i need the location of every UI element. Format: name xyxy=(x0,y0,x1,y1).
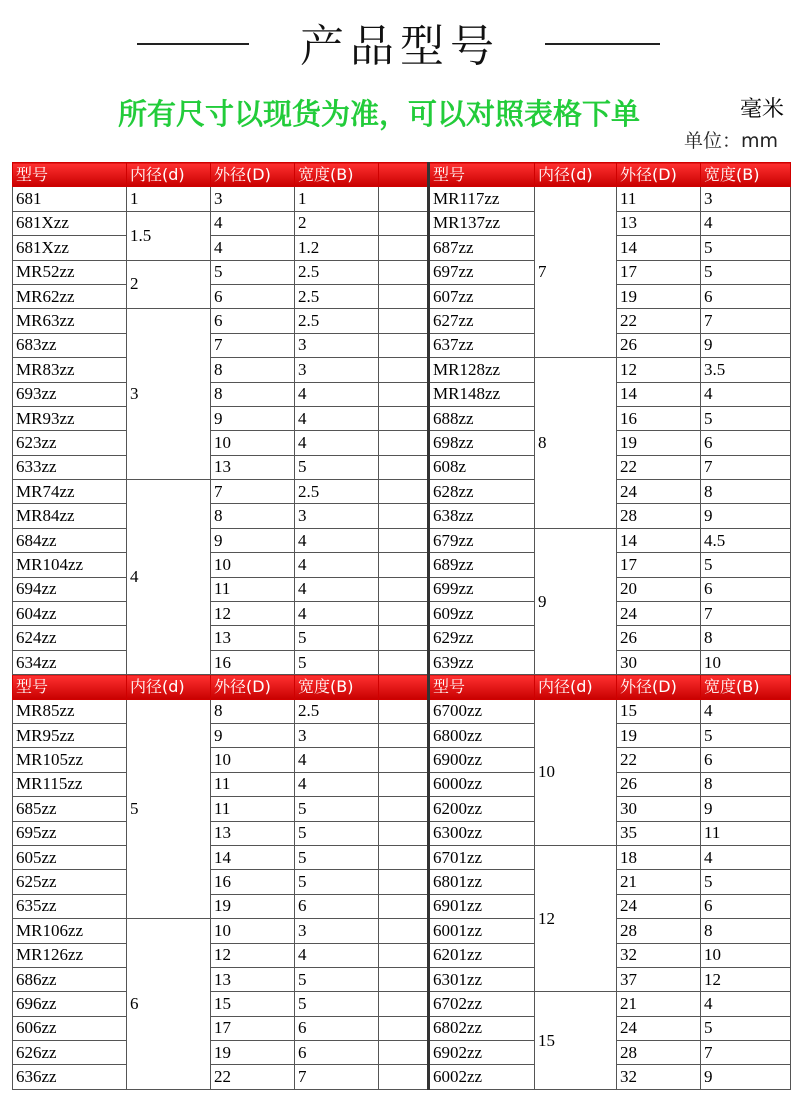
gap-cell xyxy=(379,797,429,821)
bore-cell: 9 xyxy=(535,528,617,674)
width-cell: 7 xyxy=(701,602,791,626)
outer-diameter-cell: 11 xyxy=(211,772,295,796)
header-bore: 内径(d) xyxy=(127,675,211,699)
outer-diameter-cell: 17 xyxy=(211,1016,295,1040)
width-cell: 4 xyxy=(295,748,379,772)
outer-diameter-cell: 16 xyxy=(211,650,295,674)
outer-diameter-cell: 12 xyxy=(211,602,295,626)
bore-cell: 12 xyxy=(535,845,617,991)
outer-diameter-cell: 13 xyxy=(617,211,701,235)
model-cell: 696zz xyxy=(13,992,127,1016)
model-cell: 608z xyxy=(429,455,535,479)
width-cell: 8 xyxy=(701,919,791,943)
width-cell: 2.5 xyxy=(295,480,379,504)
width-cell: 4.5 xyxy=(701,528,791,552)
width-cell: 5 xyxy=(295,992,379,1016)
width-cell: 5 xyxy=(295,626,379,650)
gap-cell xyxy=(379,626,429,650)
model-cell: MR104zz xyxy=(13,553,127,577)
outer-diameter-cell: 37 xyxy=(617,967,701,991)
table-row xyxy=(13,211,791,235)
model-cell: 681 xyxy=(13,187,127,211)
outer-diameter-cell: 10 xyxy=(211,919,295,943)
header-outer-diameter: 外径(D) xyxy=(617,675,701,699)
width-cell: 4 xyxy=(701,382,791,406)
model-cell: 6301zz xyxy=(429,967,535,991)
outer-diameter-cell: 19 xyxy=(617,431,701,455)
model-cell: 681Xzz xyxy=(13,211,127,235)
width-cell: 10 xyxy=(701,943,791,967)
width-cell: 4 xyxy=(295,943,379,967)
gap-cell xyxy=(379,650,429,674)
gap-cell xyxy=(379,602,429,626)
outer-diameter-cell: 22 xyxy=(211,1065,295,1089)
outer-diameter-cell: 16 xyxy=(617,406,701,430)
model-cell: 628zz xyxy=(429,480,535,504)
outer-diameter-cell: 24 xyxy=(617,480,701,504)
gap-cell xyxy=(379,1016,429,1040)
model-cell: 607zz xyxy=(429,284,535,308)
model-cell: 6900zz xyxy=(429,748,535,772)
width-cell: 3 xyxy=(701,187,791,211)
gap-cell xyxy=(379,358,429,382)
outer-diameter-cell: 22 xyxy=(617,748,701,772)
model-cell: 627zz xyxy=(429,309,535,333)
unit-line: 单位：mm xyxy=(684,130,779,152)
header-bore: 内径(d) xyxy=(535,675,617,699)
outer-diameter-cell: 13 xyxy=(211,455,295,479)
outer-diameter-cell: 35 xyxy=(617,821,701,845)
width-cell: 3 xyxy=(295,723,379,747)
outer-diameter-cell: 11 xyxy=(211,577,295,601)
width-cell: 4 xyxy=(295,602,379,626)
width-cell: 2.5 xyxy=(295,284,379,308)
outer-diameter-cell: 32 xyxy=(617,1065,701,1089)
width-cell: 8 xyxy=(701,772,791,796)
outer-diameter-cell: 16 xyxy=(211,870,295,894)
outer-diameter-cell: 26 xyxy=(617,333,701,357)
outer-diameter-cell: 17 xyxy=(617,553,701,577)
model-cell: 694zz xyxy=(13,577,127,601)
width-cell: 6 xyxy=(295,1016,379,1040)
outer-diameter-cell: 9 xyxy=(211,723,295,747)
model-cell: MR95zz xyxy=(13,723,127,747)
width-cell: 6 xyxy=(295,894,379,918)
outer-diameter-cell: 26 xyxy=(617,772,701,796)
gap-cell xyxy=(379,894,429,918)
page-title: 产品型号 xyxy=(300,21,500,72)
width-cell: 7 xyxy=(701,309,791,333)
width-cell: 6 xyxy=(295,1041,379,1065)
bore-cell: 6 xyxy=(127,919,211,1090)
outer-diameter-cell: 6 xyxy=(211,309,295,333)
model-cell: 695zz xyxy=(13,821,127,845)
gap-cell xyxy=(379,480,429,504)
header-model: 型号 xyxy=(13,163,127,187)
model-cell: MR105zz xyxy=(13,748,127,772)
model-cell: 693zz xyxy=(13,382,127,406)
width-cell: 4 xyxy=(701,992,791,1016)
width-cell: 2.5 xyxy=(295,699,379,723)
model-cell: MR63zz xyxy=(13,309,127,333)
model-cell: 6201zz xyxy=(429,943,535,967)
width-cell: 4 xyxy=(295,382,379,406)
outer-diameter-cell: 30 xyxy=(617,797,701,821)
outer-diameter-cell: 12 xyxy=(617,358,701,382)
model-cell: 683zz xyxy=(13,333,127,357)
gap-cell xyxy=(379,431,429,455)
model-cell: MR74zz xyxy=(13,480,127,504)
width-cell: 5 xyxy=(295,967,379,991)
outer-diameter-cell: 10 xyxy=(211,431,295,455)
model-cell: 629zz xyxy=(429,626,535,650)
outer-diameter-cell: 13 xyxy=(211,967,295,991)
outer-diameter-cell: 28 xyxy=(617,1041,701,1065)
width-cell: 6 xyxy=(701,577,791,601)
outer-diameter-cell: 30 xyxy=(617,650,701,674)
gap-cell xyxy=(379,333,429,357)
width-cell: 9 xyxy=(701,504,791,528)
gap-cell xyxy=(379,187,429,211)
gap-cell xyxy=(379,577,429,601)
width-cell: 5 xyxy=(295,870,379,894)
model-cell: 686zz xyxy=(13,967,127,991)
model-cell: 6701zz xyxy=(429,845,535,869)
header-width: 宽度(B) xyxy=(295,163,379,187)
gap-cell xyxy=(379,504,429,528)
outer-diameter-cell: 26 xyxy=(617,626,701,650)
model-cell: 685zz xyxy=(13,797,127,821)
model-cell: MR148zz xyxy=(429,382,535,406)
width-cell: 4 xyxy=(295,431,379,455)
model-cell: 6801zz xyxy=(429,870,535,894)
gap-cell xyxy=(379,699,429,723)
width-cell: 12 xyxy=(701,967,791,991)
outer-diameter-cell: 24 xyxy=(617,894,701,918)
width-cell: 5 xyxy=(701,236,791,260)
outer-diameter-cell: 4 xyxy=(211,211,295,235)
bore-cell: 2 xyxy=(127,260,211,309)
width-cell: 6 xyxy=(701,284,791,308)
model-cell: 689zz xyxy=(429,553,535,577)
width-cell: 3 xyxy=(295,333,379,357)
bearing-spec-table xyxy=(12,162,791,1090)
model-cell: 688zz xyxy=(429,406,535,430)
outer-diameter-cell: 14 xyxy=(617,528,701,552)
width-cell: 8 xyxy=(701,480,791,504)
width-cell: 6 xyxy=(701,748,791,772)
model-cell: 697zz xyxy=(429,260,535,284)
gap-cell xyxy=(379,845,429,869)
bore-cell: 10 xyxy=(535,699,617,845)
outer-diameter-cell: 8 xyxy=(211,699,295,723)
model-cell: 626zz xyxy=(13,1041,127,1065)
width-cell: 5 xyxy=(295,455,379,479)
model-cell: MR106zz xyxy=(13,919,127,943)
gap-cell xyxy=(379,553,429,577)
model-cell: 609zz xyxy=(429,602,535,626)
model-cell: 6001zz xyxy=(429,919,535,943)
width-cell: 4 xyxy=(295,553,379,577)
outer-diameter-cell: 13 xyxy=(211,821,295,845)
bore-cell: 7 xyxy=(535,187,617,358)
gap-cell xyxy=(379,455,429,479)
outer-diameter-cell: 24 xyxy=(617,1016,701,1040)
table-row xyxy=(13,919,791,943)
outer-diameter-cell: 15 xyxy=(617,699,701,723)
gap-cell xyxy=(379,528,429,552)
width-cell: 9 xyxy=(701,797,791,821)
width-cell: 4 xyxy=(701,211,791,235)
header-outer-diameter: 外径(D) xyxy=(211,163,295,187)
outer-diameter-cell: 22 xyxy=(617,455,701,479)
width-cell: 2.5 xyxy=(295,309,379,333)
model-cell: MR137zz xyxy=(429,211,535,235)
model-cell: 679zz xyxy=(429,528,535,552)
width-cell: 4 xyxy=(295,406,379,430)
model-cell: MR126zz xyxy=(13,943,127,967)
width-cell: 5 xyxy=(701,1016,791,1040)
width-cell: 1 xyxy=(295,187,379,211)
outer-diameter-cell: 21 xyxy=(617,870,701,894)
header-width: 宽度(B) xyxy=(701,675,791,699)
width-cell: 7 xyxy=(701,455,791,479)
width-cell: 3 xyxy=(295,919,379,943)
gap-cell xyxy=(379,1041,429,1065)
model-cell: 638zz xyxy=(429,504,535,528)
model-cell: MR128zz xyxy=(429,358,535,382)
model-cell: 604zz xyxy=(13,602,127,626)
width-cell: 4 xyxy=(295,528,379,552)
width-cell: 5 xyxy=(701,406,791,430)
width-cell: 5 xyxy=(701,553,791,577)
bore-cell: 5 xyxy=(127,699,211,919)
width-cell: 5 xyxy=(701,260,791,284)
outer-diameter-cell: 13 xyxy=(211,626,295,650)
width-cell: 4 xyxy=(295,577,379,601)
model-cell: 625zz xyxy=(13,870,127,894)
outer-diameter-cell: 8 xyxy=(211,504,295,528)
width-cell: 2 xyxy=(295,211,379,235)
model-cell: 623zz xyxy=(13,431,127,455)
outer-diameter-cell: 11 xyxy=(617,187,701,211)
gap-cell xyxy=(379,260,429,284)
model-cell: 681Xzz xyxy=(13,236,127,260)
gap-cell xyxy=(379,870,429,894)
outer-diameter-cell: 6 xyxy=(211,284,295,308)
outer-diameter-cell: 14 xyxy=(617,382,701,406)
model-cell: MR85zz xyxy=(13,699,127,723)
header-row xyxy=(13,163,791,187)
gap-cell xyxy=(379,772,429,796)
outer-diameter-cell: 32 xyxy=(617,943,701,967)
width-cell: 4 xyxy=(295,772,379,796)
model-cell: 6002zz xyxy=(429,1065,535,1089)
gap-cell xyxy=(379,919,429,943)
outer-diameter-cell: 4 xyxy=(211,236,295,260)
header-gap xyxy=(379,163,429,187)
model-cell: 698zz xyxy=(429,431,535,455)
outer-diameter-cell: 17 xyxy=(617,260,701,284)
outer-diameter-cell: 22 xyxy=(617,309,701,333)
header-model: 型号 xyxy=(429,675,535,699)
width-cell: 4 xyxy=(701,699,791,723)
bore-cell: 3 xyxy=(127,309,211,480)
outer-diameter-cell: 24 xyxy=(617,602,701,626)
model-cell: 687zz xyxy=(429,236,535,260)
outer-diameter-cell: 21 xyxy=(617,992,701,1016)
gap-cell xyxy=(379,284,429,308)
gap-cell xyxy=(379,967,429,991)
model-cell: 605zz xyxy=(13,845,127,869)
header-model: 型号 xyxy=(13,675,127,699)
bore-cell: 1.5 xyxy=(127,211,211,260)
outer-diameter-cell: 19 xyxy=(211,1041,295,1065)
header-bore: 内径(d) xyxy=(535,163,617,187)
model-cell: MR93zz xyxy=(13,406,127,430)
width-cell: 7 xyxy=(701,1041,791,1065)
outer-diameter-cell: 20 xyxy=(617,577,701,601)
model-cell: MR84zz xyxy=(13,504,127,528)
model-cell: MR115zz xyxy=(13,772,127,796)
table-row xyxy=(13,187,791,211)
table-row xyxy=(13,699,791,723)
width-cell: 5 xyxy=(295,650,379,674)
outer-diameter-cell: 8 xyxy=(211,382,295,406)
header-width: 宽度(B) xyxy=(701,163,791,187)
gap-cell xyxy=(379,382,429,406)
outer-diameter-cell: 5 xyxy=(211,260,295,284)
header-gap xyxy=(379,675,429,699)
width-cell: 3.5 xyxy=(701,358,791,382)
unit-label: 毫米 xyxy=(740,97,785,122)
outer-diameter-cell: 19 xyxy=(211,894,295,918)
outer-diameter-cell: 8 xyxy=(211,358,295,382)
outer-diameter-cell: 10 xyxy=(211,748,295,772)
model-cell: 606zz xyxy=(13,1016,127,1040)
outer-diameter-cell: 9 xyxy=(211,406,295,430)
model-cell: 6702zz xyxy=(429,992,535,1016)
gap-cell xyxy=(379,236,429,260)
model-cell: 6802zz xyxy=(429,1016,535,1040)
width-cell: 5 xyxy=(701,723,791,747)
model-cell: MR62zz xyxy=(13,284,127,308)
width-cell: 5 xyxy=(295,845,379,869)
width-cell: 1.2 xyxy=(295,236,379,260)
bore-cell: 8 xyxy=(535,358,617,529)
model-cell: 6700zz xyxy=(429,699,535,723)
width-cell: 3 xyxy=(295,504,379,528)
table-row xyxy=(13,480,791,504)
model-cell: 637zz xyxy=(429,333,535,357)
page-subtitle: 所有尺寸以现货为准，可以对照表格下单 xyxy=(118,97,641,131)
outer-diameter-cell: 28 xyxy=(617,919,701,943)
outer-diameter-cell: 15 xyxy=(211,992,295,1016)
width-cell: 4 xyxy=(701,845,791,869)
width-cell: 9 xyxy=(701,1065,791,1089)
model-cell: 6000zz xyxy=(429,772,535,796)
width-cell: 5 xyxy=(295,821,379,845)
width-cell: 5 xyxy=(295,797,379,821)
outer-diameter-cell: 19 xyxy=(617,284,701,308)
bore-cell: 4 xyxy=(127,480,211,675)
model-cell: 684zz xyxy=(13,528,127,552)
outer-diameter-cell: 14 xyxy=(211,845,295,869)
outer-diameter-cell: 3 xyxy=(211,187,295,211)
model-cell: 633zz xyxy=(13,455,127,479)
outer-diameter-cell: 18 xyxy=(617,845,701,869)
bore-cell: 15 xyxy=(535,992,617,1090)
width-cell: 2.5 xyxy=(295,260,379,284)
header-model: 型号 xyxy=(429,163,535,187)
model-cell: 6300zz xyxy=(429,821,535,845)
outer-diameter-cell: 9 xyxy=(211,528,295,552)
model-cell: 6902zz xyxy=(429,1041,535,1065)
width-cell: 9 xyxy=(701,333,791,357)
model-cell: 6901zz xyxy=(429,894,535,918)
width-cell: 10 xyxy=(701,650,791,674)
model-cell: 6200zz xyxy=(429,797,535,821)
model-cell: 699zz xyxy=(429,577,535,601)
width-cell: 11 xyxy=(701,821,791,845)
header-bore: 内径(d) xyxy=(127,163,211,187)
outer-diameter-cell: 12 xyxy=(211,943,295,967)
bore-cell: 1 xyxy=(127,187,211,211)
width-cell: 6 xyxy=(701,431,791,455)
model-cell: MR117zz xyxy=(429,187,535,211)
width-cell: 5 xyxy=(701,870,791,894)
model-cell: MR83zz xyxy=(13,358,127,382)
model-cell: 636zz xyxy=(13,1065,127,1089)
gap-cell xyxy=(379,309,429,333)
width-cell: 3 xyxy=(295,358,379,382)
outer-diameter-cell: 7 xyxy=(211,333,295,357)
outer-diameter-cell: 10 xyxy=(211,553,295,577)
width-cell: 7 xyxy=(295,1065,379,1089)
model-cell: 6800zz xyxy=(429,723,535,747)
header-outer-diameter: 外径(D) xyxy=(617,163,701,187)
header-outer-diameter: 外径(D) xyxy=(211,675,295,699)
width-cell: 6 xyxy=(701,894,791,918)
outer-diameter-cell: 7 xyxy=(211,480,295,504)
gap-cell xyxy=(379,1065,429,1089)
table-row xyxy=(13,260,791,284)
outer-diameter-cell: 28 xyxy=(617,504,701,528)
gap-cell xyxy=(379,723,429,747)
gap-cell xyxy=(379,992,429,1016)
outer-diameter-cell: 11 xyxy=(211,797,295,821)
model-cell: 624zz xyxy=(13,626,127,650)
gap-cell xyxy=(379,943,429,967)
gap-cell xyxy=(379,821,429,845)
model-cell: MR52zz xyxy=(13,260,127,284)
model-cell: 634zz xyxy=(13,650,127,674)
table-row xyxy=(13,309,791,333)
gap-cell xyxy=(379,211,429,235)
model-cell: 639zz xyxy=(429,650,535,674)
header-row xyxy=(13,675,791,699)
gap-cell xyxy=(379,748,429,772)
model-cell: 635zz xyxy=(13,894,127,918)
gap-cell xyxy=(379,406,429,430)
width-cell: 8 xyxy=(701,626,791,650)
outer-diameter-cell: 14 xyxy=(617,236,701,260)
header-width: 宽度(B) xyxy=(295,675,379,699)
outer-diameter-cell: 19 xyxy=(617,723,701,747)
